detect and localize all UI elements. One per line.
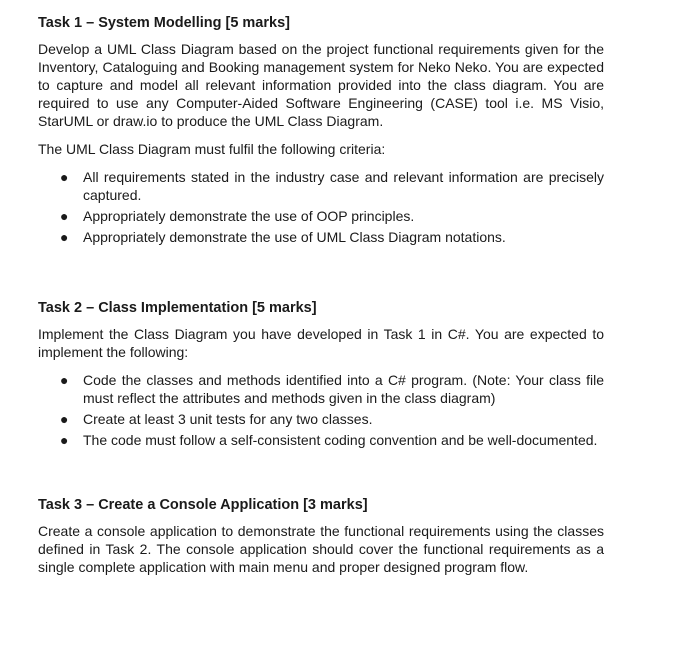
task2-section xyxy=(38,299,604,452)
bullet-icon: ● xyxy=(60,432,69,448)
task3-section xyxy=(38,496,604,576)
list-item: ● Code the classes and methods identified into a C# program. (Note: Your class file must reflect the attributes and methods given in the class diagram) xyxy=(60,372,604,406)
task1-paragraph-1: Develop a UML Class Diagram based on the project functional requirements given for the Inventory, Cataloguing and Booking management system for Neko Neko. You are expected to capture and model all relevant information provided into the class diagram. You are required to use any Computer-Aided Software Engineering (CASE) tool i.e. MS Visio, StarUML or draw.io to produce the UML Class Diagram. xyxy=(38,41,604,129)
bullet-icon: ● xyxy=(60,169,69,185)
task2-heading: Task 2 – Class Implementation [5 marks] xyxy=(38,300,317,316)
bullet-icon: ● xyxy=(60,229,69,245)
list-item: ● All requirements stated in the industry case and relevant information are precisely captured. xyxy=(60,169,604,203)
list-item: ● The code must follow a self-consistent coding convention and be well-documented. xyxy=(60,432,598,448)
list-item: ● Create at least 3 unit tests for any two classes. xyxy=(60,411,373,427)
list-item: ● Appropriately demonstrate the use of OOP principles. xyxy=(60,208,415,224)
task1-heading: Task 1 – System Modelling [5 marks] xyxy=(38,15,290,31)
bullet-icon: ● xyxy=(60,411,69,427)
list-item: ● Appropriately demonstrate the use of UML Class Diagram notations. xyxy=(60,229,506,245)
task3-heading: Task 3 – Create a Console Application [3 marks] xyxy=(38,497,368,513)
task1-paragraph-2: The UML Class Diagram must fulfil the following criteria: xyxy=(38,141,386,157)
task2-paragraph-1: Implement the Class Diagram you have developed in Task 1 in C#. You are expected to implement the following: xyxy=(38,326,604,360)
task2-requirements-list xyxy=(38,371,604,449)
bullet-icon: ● xyxy=(60,372,69,388)
task1-section xyxy=(38,14,604,249)
bullet-icon: ● xyxy=(60,208,69,224)
task1-criteria-list xyxy=(38,168,604,246)
task3-paragraph-1: Create a console application to demonstrate the functional requirements using the classes defined in Task 2. The console application should cover the functional requirements as a single complete application with main menu and proper designed program flow. xyxy=(38,523,604,575)
